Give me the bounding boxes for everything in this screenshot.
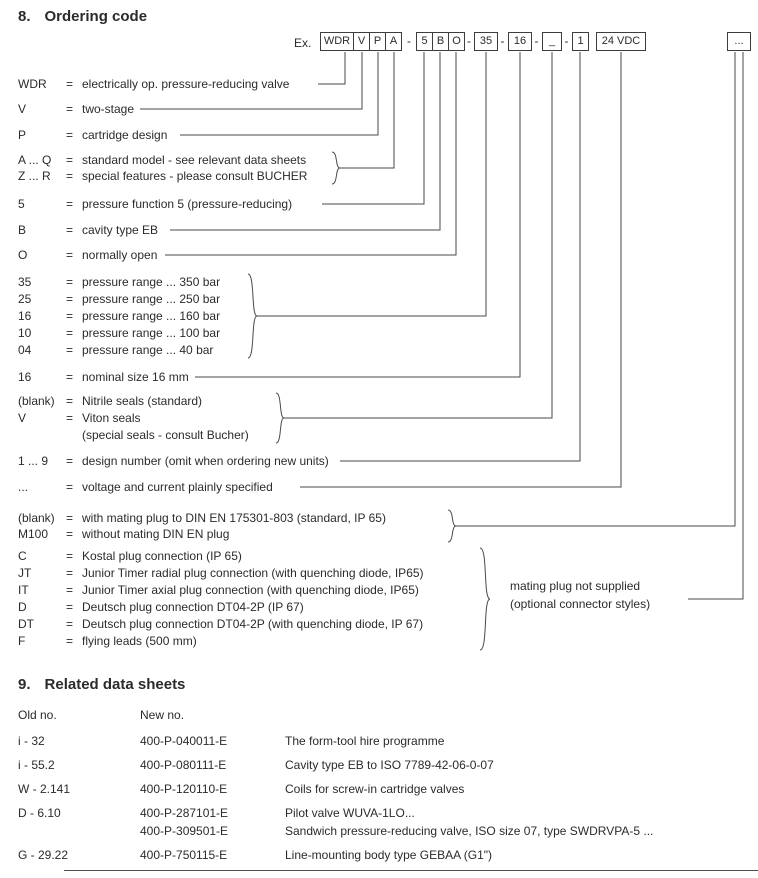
- code-description: Deutsch plug connection DT04-2P (with quenching diode, IP 67): [82, 617, 424, 631]
- code-label: (blank): [18, 511, 55, 525]
- code-box-o: O: [448, 32, 465, 51]
- code-box-35: 35: [474, 32, 498, 51]
- code-description: Viton seals: [82, 411, 141, 425]
- code-label: P: [18, 128, 27, 142]
- new-no: 400-P-309501-E: [140, 824, 229, 838]
- code-description: (special seals - consult Bucher): [82, 428, 249, 442]
- equals-sign: =: [66, 549, 74, 563]
- code-description: electrically op. pressure-reducing valve: [82, 77, 290, 91]
- section-9-number: 9.: [18, 676, 31, 693]
- equals-sign: =: [66, 275, 74, 289]
- code-description: normally open: [82, 248, 158, 262]
- dash-separator: -: [500, 34, 505, 48]
- old-no: W - 2.141: [18, 782, 71, 796]
- code-description: pressure range ... 40 bar: [82, 343, 214, 357]
- new-no: 400-P-080111-E: [140, 758, 227, 772]
- code-label: WDR: [18, 77, 47, 91]
- code-box-b: B: [432, 32, 449, 51]
- connector-note-line2: (optional connector styles): [510, 597, 651, 611]
- equals-sign: =: [66, 600, 74, 614]
- equals-sign: =: [66, 617, 74, 631]
- code-description: Nitrile seals (standard): [82, 394, 203, 408]
- code-label: V: [18, 102, 27, 116]
- old-no: i - 55.2: [18, 758, 55, 772]
- old-no: G - 29.22: [18, 848, 69, 862]
- code-box-5: 5: [416, 32, 433, 51]
- code-box-wdr: WDR: [320, 32, 354, 51]
- equals-sign: =: [66, 394, 74, 408]
- dash-separator: -: [407, 34, 411, 48]
- code-box-blank: _: [542, 32, 562, 51]
- connector-note-line1: mating plug not supplied: [510, 579, 641, 593]
- code-label: F: [18, 634, 26, 648]
- dash-separator: -: [564, 34, 569, 48]
- equals-sign: =: [66, 326, 74, 340]
- sheet-description: Coils for screw-in cartridge valves: [285, 782, 465, 796]
- code-description: Junior Timer axial plug connection (with quenching diode, IP65): [82, 583, 419, 597]
- equals-sign: =: [66, 480, 74, 494]
- code-label: (blank): [18, 394, 55, 408]
- equals-sign: =: [66, 511, 74, 525]
- code-label: 04: [18, 343, 32, 357]
- column-header-old-no: Old no.: [18, 708, 57, 722]
- connector-note: [510, 577, 650, 613]
- footer-rule: [64, 870, 758, 871]
- equals-sign: =: [66, 169, 74, 183]
- old-no: D - 6.10: [18, 806, 61, 820]
- code-description: Kostal plug connection (IP 65): [82, 549, 242, 563]
- equals-sign: =: [66, 77, 74, 91]
- section-9-heading: [18, 676, 185, 693]
- equals-sign: =: [66, 292, 74, 306]
- equals-sign: =: [66, 309, 74, 323]
- code-description: with mating plug to DIN EN 175301-803 (standard, IP 65): [82, 511, 386, 525]
- code-box-p: P: [369, 32, 386, 51]
- equals-sign: =: [66, 634, 74, 648]
- code-box-v: V: [353, 32, 370, 51]
- code-box-voltage: 24 VDC: [596, 32, 646, 51]
- code-description: voltage and current plainly specified: [82, 480, 273, 494]
- code-description: nominal size 16 mm: [82, 370, 189, 384]
- code-label: M100: [18, 527, 49, 541]
- sheet-description: The form-tool hire programme: [285, 734, 445, 748]
- code-box-1: 1: [572, 32, 589, 51]
- equals-sign: =: [66, 128, 74, 142]
- code-description: special features - please consult BUCHER: [82, 169, 308, 183]
- equals-sign: =: [66, 411, 74, 425]
- equals-sign: =: [66, 197, 74, 211]
- equals-sign: =: [66, 454, 74, 468]
- sheet-description: Cavity type EB to ISO 7789-42-06-0-07: [285, 758, 494, 772]
- section-8-heading: [18, 8, 147, 25]
- new-no: 400-P-287101-E: [140, 806, 229, 820]
- code-box-a: A: [385, 32, 402, 51]
- code-label: 35: [18, 275, 32, 289]
- code-description: Junior Timer radial plug connection (with quenching diode, IP65): [82, 566, 424, 580]
- new-no: 400-P-750115-E: [140, 848, 228, 862]
- dash-separator: -: [534, 34, 539, 48]
- code-description: flying leads (500 mm): [82, 634, 197, 648]
- example-label: Ex.: [294, 36, 312, 50]
- code-label: JT: [18, 566, 32, 580]
- dash-separator: -: [467, 34, 471, 48]
- code-label: C: [18, 549, 27, 563]
- new-no: 400-P-120110-E: [140, 782, 228, 796]
- old-no: i - 32: [18, 734, 45, 748]
- code-description: two-stage: [82, 102, 135, 116]
- equals-sign: =: [66, 153, 74, 167]
- code-box-plug: ...: [727, 32, 751, 51]
- new-no: 400-P-040011-E: [140, 734, 228, 748]
- code-label: DT: [18, 617, 34, 631]
- code-label: Z ... R: [18, 169, 51, 183]
- code-label: D: [18, 600, 27, 614]
- code-label: 16: [18, 309, 32, 323]
- code-description: pressure range ... 100 bar: [82, 326, 221, 340]
- code-description: standard model - see relevant data sheets: [82, 153, 307, 167]
- equals-sign: =: [66, 527, 74, 541]
- code-label: V: [18, 411, 27, 425]
- equals-sign: =: [66, 370, 74, 384]
- sheet-description: Sandwich pressure-reducing valve, ISO size 07, type SWDRVPA-5 ...: [285, 824, 654, 838]
- code-description: pressure range ... 250 bar: [82, 292, 221, 306]
- code-label: IT: [18, 583, 29, 597]
- equals-sign: =: [66, 343, 74, 357]
- section-9-title: Related data sheets: [44, 676, 186, 693]
- sheet-description: Line-mounting body type GEBAA (G1"): [285, 848, 493, 862]
- code-description: cartridge design: [82, 128, 168, 142]
- code-label: A ... Q: [18, 153, 52, 167]
- equals-sign: =: [66, 566, 74, 580]
- code-description: pressure range ... 350 bar: [82, 275, 221, 289]
- code-description: pressure function 5 (pressure-reducing): [82, 197, 293, 211]
- code-label: 1 ... 9: [18, 454, 49, 468]
- equals-sign: =: [66, 583, 74, 597]
- section-8-number: 8.: [18, 8, 31, 25]
- equals-sign: =: [66, 248, 74, 262]
- code-description: Deutsch plug connection DT04-2P (IP 67): [82, 600, 304, 614]
- code-label: B: [18, 223, 27, 237]
- code-box-16: 16: [508, 32, 532, 51]
- code-description: without mating DIN EN plug: [82, 527, 230, 541]
- code-label: 16: [18, 370, 32, 384]
- code-description: cavity type EB: [82, 223, 159, 237]
- section-8-title: Ordering code: [44, 8, 148, 25]
- column-header-new-no: New no.: [140, 708, 185, 722]
- code-label: O: [18, 248, 28, 262]
- equals-sign: =: [66, 223, 74, 237]
- code-label: 5: [18, 197, 25, 211]
- code-description: pressure range ... 160 bar: [82, 309, 221, 323]
- equals-sign: =: [66, 102, 74, 116]
- code-label: 25: [18, 292, 32, 306]
- code-label: 10: [18, 326, 32, 340]
- code-label: ...: [18, 480, 29, 494]
- sheet-description: Pilot valve WUVA-1LO...: [285, 806, 415, 820]
- code-description: design number (omit when ordering new units): [82, 454, 329, 468]
